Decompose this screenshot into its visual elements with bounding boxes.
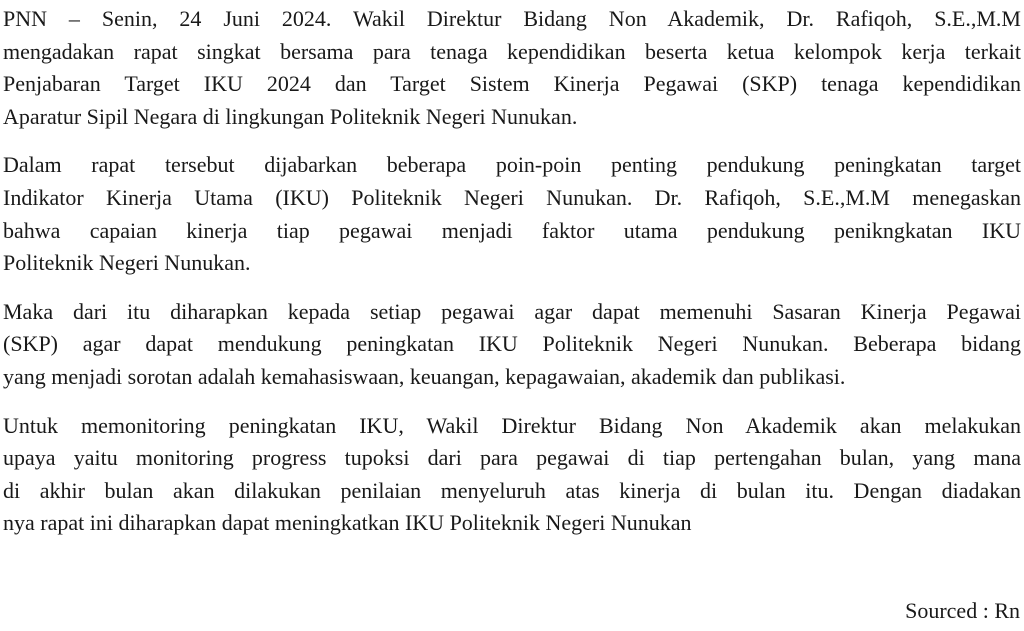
text-line: Penjabaran Target IKU 2024 dan Target Sistem Kinerja Pegawai (SKP) tenaga kependidikan [3, 71, 1021, 97]
text-line: Untuk memonitoring peningkatan IKU, Wakil Direktur Bidang Non Akademik akan melakukan [3, 412, 1021, 438]
text-line: Politeknik Negeri Nunukan. [3, 250, 251, 276]
text-line: Aparatur Sipil Negara di lingkungan Politeknik Negeri Nunukan. [3, 103, 578, 129]
text-line: bahwa capaian kinerja tiap pegawai menjadi faktor utama pendukung penikngkatan IKU [3, 217, 1021, 243]
text-line: Indikator Kinerja Utama (IKU) Politeknik Negeri Nunukan. Dr. Rafiqoh, S.E.,M.M menegaskan [3, 184, 1021, 210]
text-line: di akhir bulan akan dilakukan penilaian menyeluruh atas kinerja di bulan itu. Dengan diadakan [3, 477, 1021, 503]
article-paragraph-1 [3, 3, 1021, 133]
article-paragraph-3 [3, 296, 1021, 394]
text-line: nya rapat ini diharapkan dapat meningkatkan IKU Politeknik Negeri Nunukan [3, 510, 692, 536]
text-line: (SKP) agar dapat mendukung peningkatan IKU Politeknik Negeri Nunukan. Beberapa bidang [3, 331, 1021, 357]
text-line: Dalam rapat tersebut dijabarkan beberapa poin-poin penting pendukung peningkatan target [3, 152, 1021, 178]
article-paragraph-4 [3, 410, 1021, 540]
source-credit: Sourced : Rn [905, 598, 1020, 623]
article-paragraph-2 [3, 149, 1021, 279]
text-line: mengadakan rapat singkat bersama para tenaga kependidikan beserta ketua kelompok kerja terkait [3, 38, 1021, 64]
text-line: PNN – Senin, 24 Juni 2024. Wakil Direktur Bidang Non Akademik, Dr. Rafiqoh, S.E.,M.M [3, 6, 1021, 31]
text-line: Maka dari itu diharapkan kepada setiap pegawai agar dapat memenuhi Sasaran Kinerja Pegawai [3, 298, 1021, 324]
text-line: upaya yaitu monitoring progress tupoksi dari para pegawai di tiap pertengahan bulan, yang mana [3, 445, 1021, 471]
text-line: yang menjadi sorotan adalah kemahasiswaan, keuangan, kepagawaian, akademik dan publikasi. [3, 363, 846, 389]
